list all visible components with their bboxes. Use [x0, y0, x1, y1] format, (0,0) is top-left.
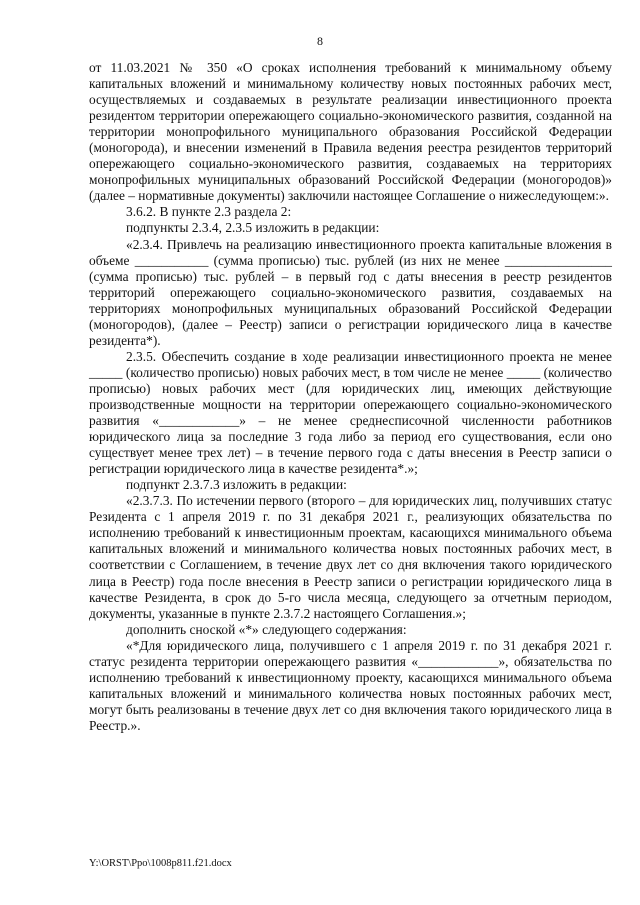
paragraph-intro-continuation: от 11.03.2021 № 350 «О сроках исполнения требований к минимальному объему капитальных вложений и минимальному количеству новых постоянных рабочих мест, осуществляемых и создаваемых в результате реализации инвестиционного проекта резидентом территории опережающего социально-экономического развития, созданной на территории монопрофильного муниципального образования Российской Федерации (моногорода), и внесении изменений в Правила ведения реестра резидентов территорий опережающего социально-экономического развития, создаваемых на территориях монопрофильных муниципальных образований Российской Федерации (моногородов)» (далее – нормативные документы) заключили настоящее Соглашение о нижеследующем:». — [89, 60, 612, 204]
page-number: 8 — [317, 34, 323, 48]
paragraph-subitem-2-3-7-3: подпункт 2.3.7.3 изложить в редакции: — [126, 477, 347, 493]
paragraph-2-3-4: «2.3.4. Привлечь на реализацию инвестиционного проекта капитальные вложения в объеме ___________ (сумма прописью) тыс. рублей (из них не менее ________________ (сумма прописью) тыс. рублей – в первый год с даты внесения в реестр резидентов территорий опережающего социально-экономического развития, создаваемых на территориях монопрофильных муниципальных образований Российской Федерации (моногородов), (далее – Реестр) записи о регистрации юридического лица в качестве резидента*). — [89, 236, 612, 348]
paragraph-footnote-intro: дополнить сноской «*» следующего содержания: — [126, 621, 407, 637]
footer-file-path: Y:\ORST\Ppo\1008p811.f21.docx — [89, 858, 232, 869]
document-body — [89, 60, 612, 734]
paragraph-2-3-5: 2.3.5. Обеспечить создание в ходе реализации инвестиционного проекта не менее _____ (количество прописью) новых рабочих мест, в том числе не менее _____ (количество прописью) новых рабочих мест (для юридических лиц, имеющих действующие производственные мощности на территории опережающего социально-экономического развития «____________» – не менее среднесписочной численности работников юридического лица за последние 3 года либо за период его существования, если оно существует менее трех лет) – в течение первого года с даты внесения в Реестр записи о регистрации юридического лица в качестве резидента*.»; — [89, 348, 612, 477]
paragraph-3-6-2: 3.6.2. В пункте 2.3 раздела 2: — [126, 204, 292, 220]
paragraph-footnote: «*Для юридического лица, получившего с 1 апреля 2019 г. по 31 декабря 2021 г. статус резидента территории опережающего развития «____________», обязательства по исполнению требований к инвестиционному проекту, касающихся минимального объема капитальных вложений и минимального количества новых постоянных рабочих мест, могут быть реализованы в течение двух лет со дня включения такого юридического лица в Реестр.». — [89, 637, 612, 733]
paragraph-2-3-7-3: «2.3.7.3. По истечении первого (второго – для юридических лиц, получивших статус Резидента с 1 апреля 2019 г. по 31 декабря 2021 г., реализующих обязательства по исполнению требований к инвестиционным проектам, касающихся минимального объема капитальных вложений и минимального количества новых постоянных рабочих мест, в соответствии с Соглашением, в течение двух лет со дня включения такого юридического лица в Реестр) года после внесения в Реестр записи о регистрации юридического лица в качестве Резидента, в срок до 5-го числа месяца, следующего за отчетным периодом, документы, указанные в пункте 2.3.7.2 настоящего Соглашения.»; — [89, 493, 612, 621]
paragraph-subitems-2-3-4-2-3-5: подпункты 2.3.4, 2.3.5 изложить в редакции: — [126, 220, 380, 236]
